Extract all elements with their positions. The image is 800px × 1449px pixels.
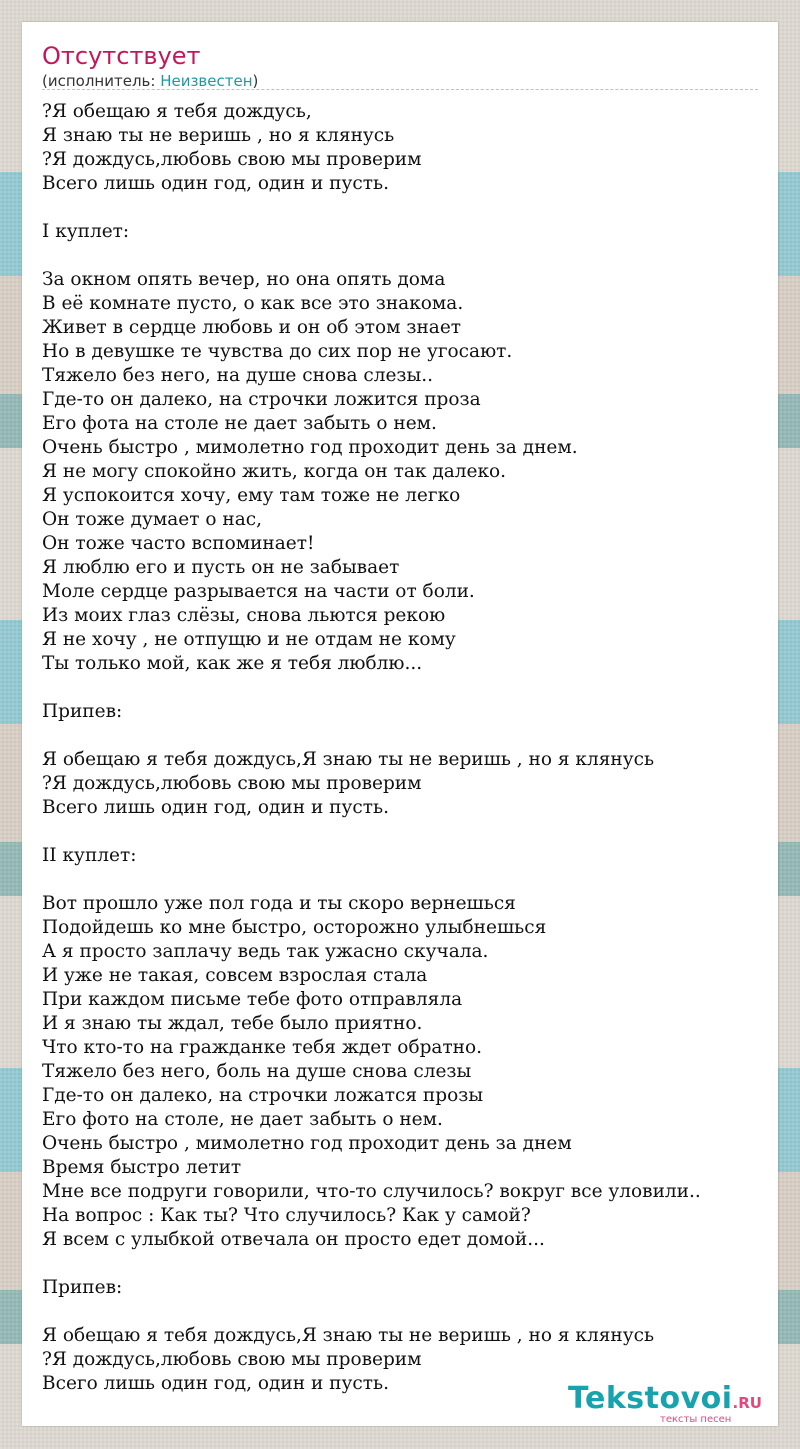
lyric-blank-line: [42, 820, 767, 844]
lyric-line: Но в девушке те чувства до сих пор не угосают.: [42, 341, 513, 362]
lyric-blank-line: [42, 244, 767, 268]
lyric-line: Ты только мой, как же я тебя люблю...: [42, 653, 423, 674]
lyric-line: Из моих глаз слёзы, снова льются рекою: [42, 605, 446, 626]
lyric-line: Тяжело без него, боль на душе снова слезы: [42, 1061, 472, 1082]
logo-tagline: тексты песен: [660, 1414, 732, 1425]
lyrics-text: [42, 100, 767, 1396]
logo-tld: .RU: [732, 1394, 762, 1412]
artist-suffix: ): [252, 72, 259, 90]
lyric-line: Я не могу спокойно жить, когда он так далеко.: [42, 461, 507, 482]
lyric-blank-line: [42, 1252, 767, 1276]
logo-name: Tekstovoi: [568, 1381, 733, 1416]
lyric-line: Припев:: [42, 701, 123, 722]
lyric-line: Я не хочу , не отпущю и не отдам не кому: [42, 629, 456, 650]
lyric-line: Я люблю его и пусть он не забывает: [42, 557, 400, 578]
lyric-line: I куплет:: [42, 221, 130, 242]
lyric-line: Всего лишь один год, один и пусть.: [42, 797, 389, 818]
lyric-line: Тяжело без него, на душе снова слезы..: [42, 365, 434, 386]
lyric-blank-line: [42, 724, 767, 748]
lyric-line: Где-то он далеко, на строчки ложатся прозы: [42, 1085, 484, 1106]
lyric-line: В её комнате пусто, о как все это знакома.: [42, 293, 464, 314]
lyric-line: Живет в сердце любовь и он об этом знает: [42, 317, 462, 338]
lyric-line: II куплет:: [42, 845, 137, 866]
lyric-line: И я знаю ты ждал, тебе было приятно.: [42, 1013, 423, 1034]
song-title: Отсутствует: [42, 42, 201, 70]
lyric-line: Моле сердце разрывается на части от боли.: [42, 581, 475, 602]
lyrics-card: [22, 22, 778, 1426]
lyric-line: Вот прошло уже пол года и ты скоро вернешься: [42, 893, 516, 914]
lyric-line: Где-то он далеко, на строчки ложится проза: [42, 389, 481, 410]
lyric-line: Я всем с улыбкой отвечала он просто едет домой...: [42, 1229, 545, 1250]
lyric-line: ?Я обещаю я тебя дождусь,: [42, 101, 312, 122]
lyric-line: При каждом письме тебе фото отправляла: [42, 989, 463, 1010]
artist-line: [42, 71, 258, 91]
lyric-line: Подойдешь ко мне быстро, осторожно улыбнешься: [42, 917, 547, 938]
lyric-line: ?Я дождусь,любовь свою мы проверим: [42, 149, 422, 170]
lyric-line: Я обещаю я тебя дождусь,Я знаю ты не веришь , но я клянусь: [42, 749, 655, 770]
lyric-line: ?Я дождусь,любовь свою мы проверим: [42, 1349, 422, 1370]
lyric-line: И уже не такая, совсем взрослая стала: [42, 965, 428, 986]
lyric-line: Очень быстро , мимолетно год проходит день за днем.: [42, 437, 578, 458]
lyric-line: Что кто-то на гражданке тебя ждет обратно.: [42, 1037, 483, 1058]
lyric-line: Очень быстро , мимолетно год проходит день за днем: [42, 1133, 572, 1154]
lyric-line: Он тоже думает о нас,: [42, 509, 262, 530]
artist-prefix: (исполнитель:: [42, 72, 161, 90]
lyric-line: Мне все подруги говорили, что-то случилось? вокруг все уловили..: [42, 1181, 701, 1202]
lyric-blank-line: [42, 1300, 767, 1324]
lyric-line: Время быстро летит: [42, 1157, 242, 1178]
lyric-line: Я обещаю я тебя дождусь,Я знаю ты не веришь , но я клянусь: [42, 1325, 655, 1346]
lyric-line: Всего лишь один год, один и пусть.: [42, 1373, 389, 1394]
lyric-line: Он тоже часто вспоминает!: [42, 533, 315, 554]
lyric-blank-line: [42, 868, 767, 892]
lyric-line: Я знаю ты не веришь , но я клянусь: [42, 125, 395, 146]
lyric-line: На вопрос : Как ты? Что случилось? Как у самой?: [42, 1205, 531, 1226]
lyric-line: Всего лишь один год, один и пусть.: [42, 173, 389, 194]
lyric-line: Припев:: [42, 1277, 123, 1298]
lyric-blank-line: [42, 196, 767, 220]
lyric-line: Его фото на столе, не дает забыть о нем.: [42, 1109, 443, 1130]
title-divider: [42, 89, 758, 90]
lyric-line: ?Я дождусь,любовь свою мы проверим: [42, 773, 422, 794]
lyric-line: Его фота на столе не дает забыть о нем.: [42, 413, 437, 434]
lyric-line: За окном опять вечер, но она опять дома: [42, 269, 446, 290]
lyric-line: Я успокоится хочу, ему там тоже не легко: [42, 485, 461, 506]
site-logo[interactable]: [568, 1381, 778, 1425]
lyric-line: А я просто заплачу ведь так ужасно скучала.: [42, 941, 489, 962]
artist-link[interactable]: Неизвестен: [160, 72, 253, 90]
lyric-blank-line: [42, 676, 767, 700]
